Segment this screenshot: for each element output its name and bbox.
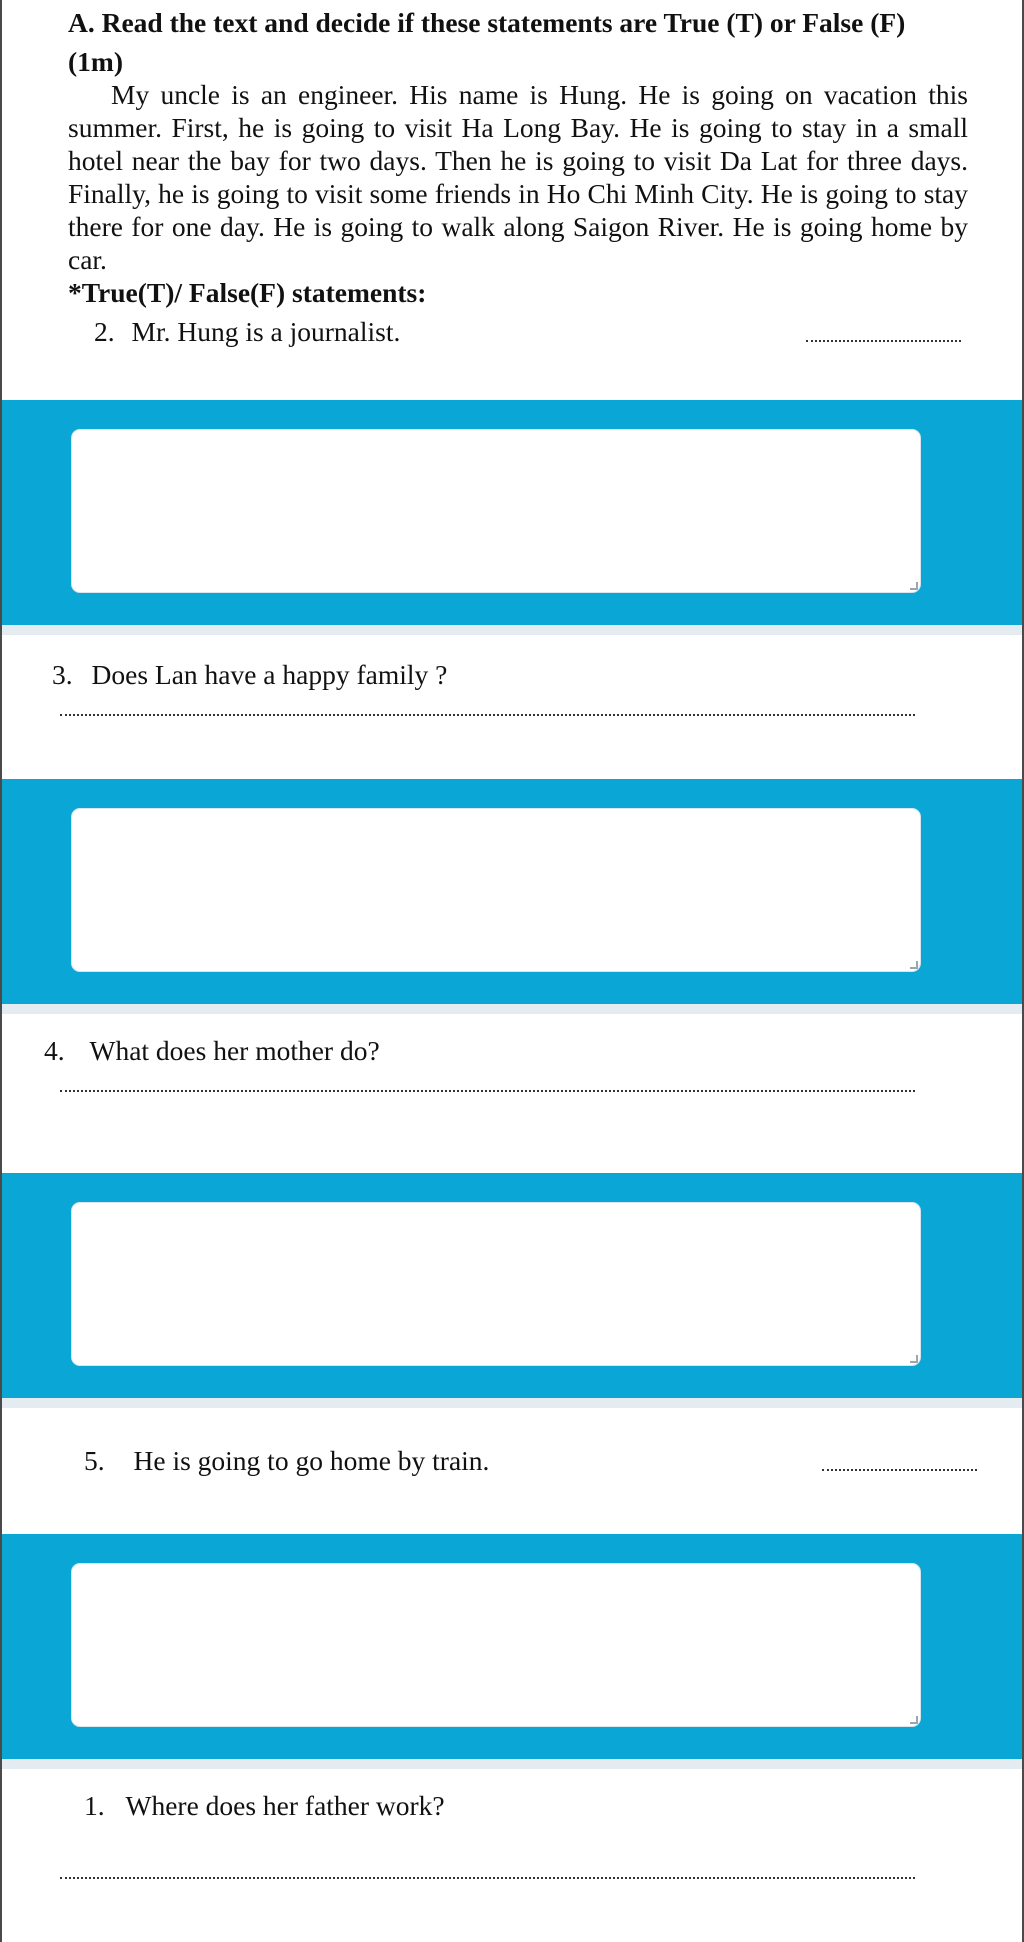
resize-handle-icon[interactable] — [910, 961, 918, 969]
answer-panel — [2, 1173, 1022, 1408]
answer-textbox[interactable] — [72, 430, 920, 592]
item-number: 1. — [84, 1790, 105, 1821]
item-text: Does Lan have a happy family ? — [91, 659, 448, 690]
item-text: He is going to go home by train. — [133, 1445, 490, 1476]
answer-blank-dots — [806, 340, 961, 342]
answer-panel — [2, 400, 1022, 635]
answer-panel — [2, 779, 1022, 1014]
question-item-1 — [84, 1789, 445, 1822]
item-text: Mr. Hung is a journalist. — [131, 316, 401, 347]
answer-textbox[interactable] — [72, 1203, 920, 1365]
item-number: 2. — [94, 316, 115, 347]
statement-item-2 — [94, 315, 400, 348]
answer-textbox[interactable] — [72, 809, 920, 971]
answer-blank-dots — [60, 1877, 915, 1879]
resize-handle-icon[interactable] — [910, 582, 918, 590]
item-text: Where does her father work? — [125, 1790, 445, 1821]
item-number: 4. — [44, 1035, 65, 1066]
reading-section — [68, 6, 968, 309]
answer-textbox[interactable] — [72, 1564, 920, 1726]
answer-blank-dots — [60, 714, 915, 716]
answer-panel — [2, 1534, 1022, 1769]
item-text: What does her mother do? — [89, 1035, 380, 1066]
resize-handle-icon[interactable] — [910, 1716, 918, 1724]
item-number: 3. — [52, 659, 73, 690]
section-heading-marks: (1m) — [68, 46, 123, 77]
answer-blank-dots — [60, 1090, 915, 1092]
statement-item-5 — [84, 1444, 489, 1477]
answer-blank-dots — [822, 1469, 977, 1471]
question-item-3 — [52, 658, 447, 691]
statements-title: *True(T)/ False(F) statements: — [68, 277, 427, 308]
item-number: 5. — [84, 1445, 105, 1476]
question-item-4 — [44, 1034, 380, 1067]
reading-passage: My uncle is an engineer. His name is Hung. He is going on vacation this summer. First, he is going to visit Ha Long Bay. He is going to stay in a small hotel near the bay for two days. Then he is going to visit Da Lat for three days. Finally, he is going to visit some friends in Ho Chi Minh City. He is going to stay there for one day. He is going to walk along Saigon River. He is going home by car. — [68, 79, 968, 275]
resize-handle-icon[interactable] — [910, 1355, 918, 1363]
section-heading: A. Read the text and decide if these statements are True (T) or False (F) — [68, 7, 906, 38]
